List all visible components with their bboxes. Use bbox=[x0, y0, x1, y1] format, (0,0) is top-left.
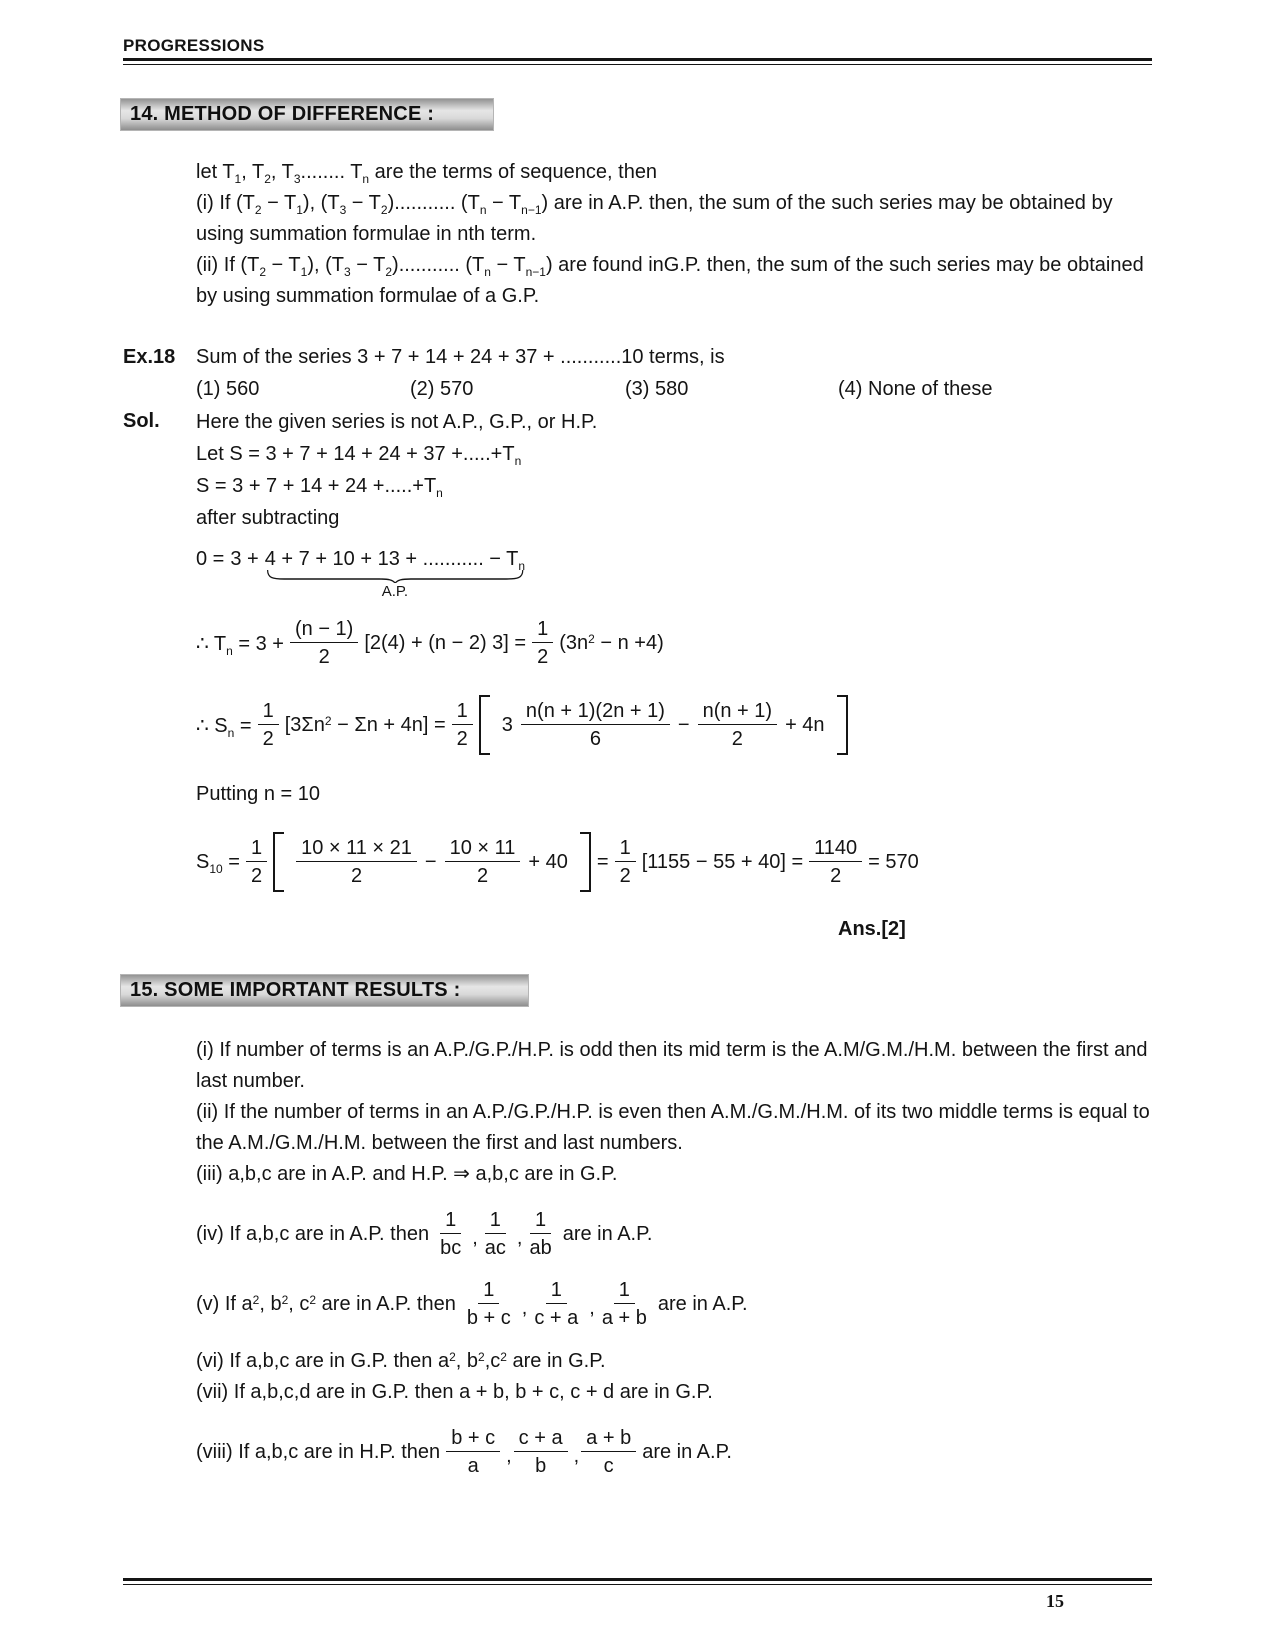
intro-line-1: let $T_1$, $T_2$, $T_3$........ $T_n$ are the terms of sequence, then bbox=[196, 161, 658, 186]
fraction bbox=[514, 1426, 568, 1478]
fraction bbox=[581, 1426, 636, 1478]
section-15-heading-box bbox=[120, 974, 529, 1007]
ex18-question: Sum of the series 3 + 7 + 14 + 24 + 37 + ...........10 terms, is bbox=[196, 346, 725, 368]
fraction-denominator: b + c bbox=[466, 1307, 511, 1329]
fraction-denominator: b bbox=[535, 1455, 547, 1477]
fraction bbox=[445, 836, 521, 888]
footer-rule bbox=[123, 1578, 1152, 1585]
bracket-left bbox=[273, 832, 284, 892]
eq-zero-pre: 3 + bbox=[230, 548, 259, 570]
eq-s10-bracket-inner bbox=[290, 832, 574, 892]
section-15-results bbox=[196, 1035, 1151, 1478]
ex18-question-row bbox=[123, 342, 1152, 373]
eq-tn-lead: ∴ $T_n = 3$ + bbox=[196, 632, 284, 658]
fraction-numerator: 1 bbox=[615, 836, 636, 862]
fraction bbox=[296, 836, 417, 888]
fraction bbox=[452, 699, 473, 751]
bracket-right bbox=[580, 832, 591, 892]
underbrace-group bbox=[264, 548, 526, 600]
fraction-numerator: 1 bbox=[258, 699, 279, 725]
fraction-numerator: 1 bbox=[452, 699, 473, 725]
eq-sn-inner-post: + 4n bbox=[785, 713, 825, 736]
section-14-intro bbox=[196, 157, 1148, 312]
eq-sn-bracket-inner bbox=[496, 695, 831, 755]
fraction bbox=[529, 1278, 583, 1330]
result-ii: (ii) If the number of terms in an A.P./G.P./H.P. is even then A.M./G.M./H.M. of its two middle terms is equal to the A.M./G.M./H.M. between the first and last numbers. bbox=[196, 1101, 1150, 1154]
putting-line: Putting n = 10 bbox=[196, 783, 320, 805]
header-title: PROGRESSIONS bbox=[123, 36, 265, 55]
fraction-denominator: 2 bbox=[456, 728, 468, 750]
fraction-denominator: ac bbox=[484, 1237, 506, 1259]
fraction bbox=[446, 1426, 500, 1478]
eq-sn-inner-pre: 3 bbox=[501, 713, 513, 736]
bracket-left bbox=[479, 695, 490, 755]
fraction bbox=[597, 1278, 652, 1330]
section-14-heading: 14. METHOD OF DIFFERENCE : bbox=[130, 103, 435, 125]
page-footer bbox=[123, 1578, 1152, 1612]
equation-sn bbox=[196, 695, 1152, 755]
comma: , bbox=[472, 1227, 478, 1249]
header-rule bbox=[123, 58, 1152, 65]
fraction-numerator: b + c bbox=[446, 1426, 500, 1452]
ex18-option-1: (1) 560 bbox=[196, 378, 260, 400]
equation-s10 bbox=[196, 832, 1152, 892]
ex18-label: Ex.18 bbox=[123, 346, 176, 368]
ex18-options-row bbox=[196, 374, 1152, 405]
fraction-numerator: 1 bbox=[546, 1278, 567, 1304]
fraction bbox=[698, 699, 777, 751]
fraction-numerator: 1 bbox=[246, 836, 267, 862]
eq-sn-mid: $[3\Sigma n^2 - \Sigma n + 4n]$ = bbox=[284, 713, 446, 736]
result-vii: (vii) If a,b,c,d are in G.P. then a + b, b + c, c + d are in G.P. bbox=[196, 1381, 713, 1403]
fraction-denominator: 2 bbox=[537, 646, 549, 668]
equation-zero bbox=[196, 548, 1152, 600]
fraction-denominator: c bbox=[603, 1455, 614, 1477]
ex18-option-3: (3) 580 bbox=[625, 378, 689, 400]
comma: , bbox=[516, 1227, 523, 1249]
fraction-numerator: 1 bbox=[530, 1208, 551, 1234]
sol-line-4: after subtracting bbox=[196, 507, 340, 529]
result-iv-pre: (iv) If a,b,c are in A.P. then bbox=[196, 1222, 430, 1245]
fraction-denominator: 6 bbox=[589, 728, 601, 750]
eq-sn-lead: ∴ $S_n$ = bbox=[196, 714, 252, 740]
fraction bbox=[524, 1208, 556, 1260]
fraction bbox=[258, 699, 279, 751]
result-v-post: are in A.P. bbox=[657, 1292, 748, 1315]
fraction-numerator: 1 bbox=[440, 1208, 461, 1234]
fraction bbox=[480, 1208, 511, 1260]
sol-line-2: Let $S = 3 + 7 + 14 + 24 + 37 +.....+T_n$ bbox=[196, 443, 522, 468]
fraction-denominator: 2 bbox=[250, 865, 263, 887]
fraction-denominator: a bbox=[467, 1455, 479, 1477]
underbrace-icon bbox=[265, 569, 525, 583]
eq-s10-tail: [1155 − 55 + 40] = bbox=[641, 850, 804, 873]
eq-zero-lhs: 0 = bbox=[196, 548, 225, 570]
result-viii-post: are in A.P. bbox=[642, 1440, 732, 1463]
fraction-denominator: a + b bbox=[601, 1307, 647, 1329]
fraction-denominator: 2 bbox=[476, 865, 489, 887]
fraction bbox=[246, 836, 267, 888]
fraction-numerator: c + a bbox=[514, 1426, 568, 1452]
bracket-right bbox=[837, 695, 848, 755]
sol-line-1: Here the given series is not A.P., G.P., or H.P. bbox=[196, 411, 598, 433]
result-viii bbox=[196, 1426, 1151, 1478]
fraction-numerator: 10 × 11 bbox=[445, 836, 521, 862]
sol-body bbox=[196, 406, 1152, 534]
comma: , bbox=[573, 1445, 580, 1467]
result-v bbox=[196, 1278, 1151, 1330]
fraction-numerator: 1 bbox=[485, 1208, 506, 1234]
result-i: (i) If number of terms is an A.P./G.P./H.P. is odd then its mid term is the A.M/G.M./H.M. between the first and last number. bbox=[196, 1039, 1148, 1092]
fraction-numerator: 1 bbox=[532, 617, 553, 643]
fraction-denominator: 2 bbox=[731, 728, 743, 750]
result-viii-pre: (viii) If a,b,c are in H.P. then bbox=[196, 1440, 441, 1463]
fraction-numerator: 10 × 11 × 21 bbox=[296, 836, 417, 862]
eq-zero-series: 4 + 7 + 10 + 13 + ........... − $T_n$ bbox=[264, 548, 526, 573]
result-v-pre: (v) If $a^2$, $b^2$, $c^2$ are in A.P. then bbox=[196, 1292, 456, 1315]
section-14-heading-box bbox=[120, 98, 494, 131]
intro-item-ii: (ii) If $(T_2 - T_1)$, $(T_3 - T_2)$........... $(T_n - T_{n-1})$ are found inG.P. then, the sum of the such series may be obtained by using summation formulae of a G.P. bbox=[196, 254, 1144, 307]
fraction-numerator: (n − 1) bbox=[290, 617, 358, 643]
result-iii: (iii) a,b,c are in A.P. and H.P. ⇒ a,b,c are in G.P. bbox=[196, 1163, 618, 1185]
fraction bbox=[532, 617, 553, 669]
ex18-option-2: (2) 570 bbox=[410, 378, 474, 400]
eq-s10-mid: = bbox=[596, 850, 609, 873]
fraction-denominator: c + a bbox=[534, 1307, 579, 1329]
fraction bbox=[615, 836, 636, 888]
eq-sn-minus: − bbox=[677, 713, 690, 736]
ex18-option-4: (4) None of these bbox=[838, 378, 993, 400]
fraction bbox=[462, 1278, 516, 1330]
fraction-denominator: 2 bbox=[318, 646, 330, 668]
result-iv-post: are in A.P. bbox=[562, 1222, 653, 1245]
eq-s10-inner-post: + 40 bbox=[528, 850, 568, 873]
answer-label: Ans.[2] bbox=[838, 918, 906, 940]
page-number: 15 bbox=[1046, 1591, 1064, 1611]
section-15-heading: 15. SOME IMPORTANT RESULTS : bbox=[130, 979, 461, 1001]
comma: , bbox=[589, 1297, 595, 1319]
fraction-denominator: 2 bbox=[830, 865, 842, 887]
fraction-numerator: 1140 bbox=[809, 836, 862, 862]
page-header bbox=[123, 36, 1152, 65]
fraction-numerator: a + b bbox=[581, 1426, 636, 1452]
fraction-denominator: 2 bbox=[262, 728, 274, 750]
eq-s10-end: = 570 bbox=[868, 850, 919, 873]
solution-row bbox=[123, 406, 1152, 534]
fraction-denominator: ab bbox=[529, 1237, 552, 1259]
eq-s10-lead: $S_{10}$ = bbox=[196, 850, 240, 876]
fraction-numerator: n(n + 1) bbox=[698, 699, 777, 725]
result-iv bbox=[196, 1208, 1151, 1260]
fraction bbox=[809, 836, 862, 888]
intro-item-i: (i) If $(T_2 - T_1)$, $(T_3 - T_2)$........... $(T_n - T_{n-1})$ are in A.P. then, the sum of the such series may be obtained by using summation formulae in nth term. bbox=[196, 192, 1113, 245]
fraction bbox=[435, 1208, 466, 1260]
fraction-denominator: 2 bbox=[350, 865, 363, 887]
fraction bbox=[290, 617, 358, 669]
fraction-numerator: 1 bbox=[614, 1278, 635, 1304]
eq-s10-minus: − bbox=[424, 850, 437, 873]
fraction-numerator: n(n + 1)(2n + 1) bbox=[521, 699, 670, 725]
fraction-denominator: bc bbox=[440, 1237, 462, 1259]
comma: , bbox=[521, 1297, 528, 1319]
fraction-denominator: 2 bbox=[619, 865, 631, 887]
underbrace-label: A.P. bbox=[381, 583, 409, 600]
sol-line-3: $S = 3 + 7 + 14 + 24 +.....+T_n$ bbox=[196, 475, 443, 500]
fraction bbox=[521, 699, 670, 751]
result-vi: (vi) If a,b,c are in G.P. then $a^2$, $b^2,c^2$ are in G.P. bbox=[196, 1350, 606, 1372]
eq-tn-mid: [2(4) + (n − 2) 3] = bbox=[364, 631, 527, 654]
fraction-numerator: 1 bbox=[478, 1278, 499, 1304]
eq-tn-tail: $(3n^2 - n +4)$ bbox=[559, 631, 664, 654]
comma: , bbox=[506, 1445, 512, 1467]
equation-tn bbox=[196, 617, 1152, 669]
sol-label: Sol. bbox=[123, 410, 160, 432]
